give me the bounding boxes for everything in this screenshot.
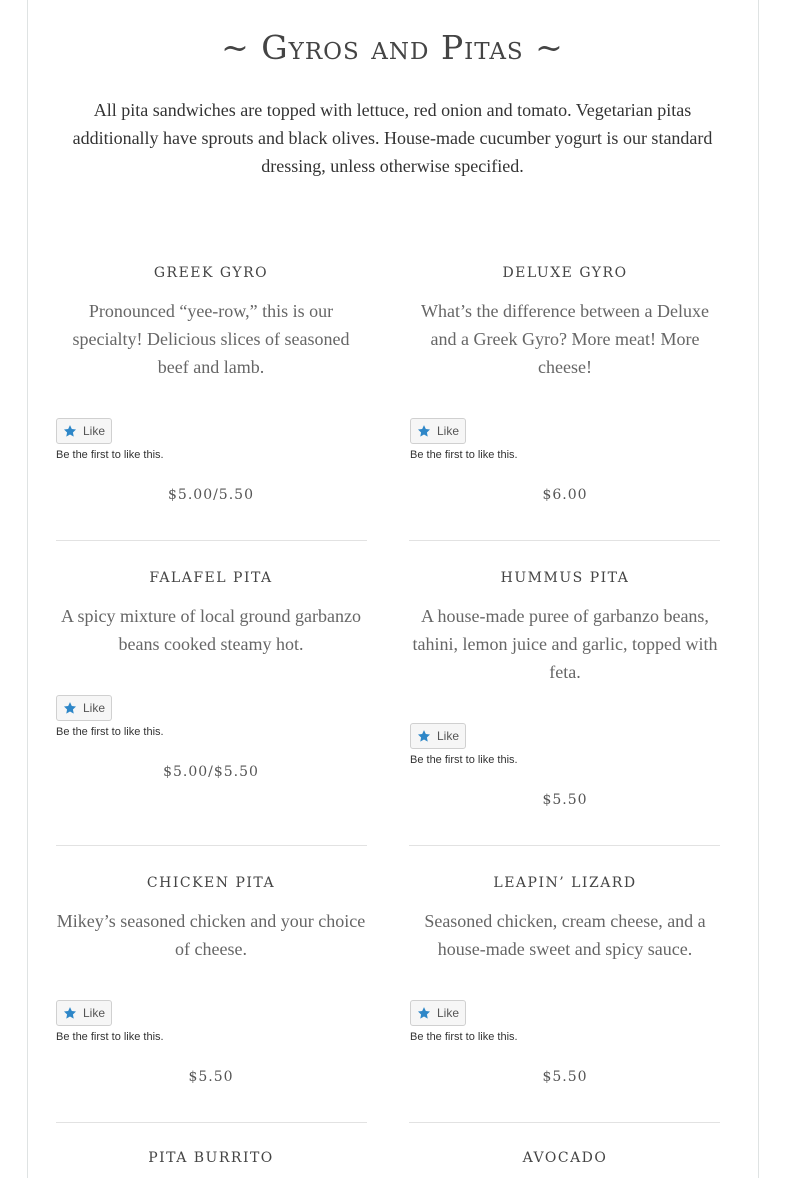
like-widget <box>410 723 720 766</box>
like-button[interactable] <box>56 1000 112 1026</box>
item-price: $5.00/5.50 <box>168 487 254 503</box>
like-button[interactable] <box>410 1000 466 1026</box>
item-divider <box>409 540 720 541</box>
item-name: GREEK GYRO <box>153 265 269 281</box>
menu-item-hummus-pita <box>410 570 720 808</box>
item-name: LEAPIN’ LIZARD <box>493 875 637 891</box>
item-name: FALAFEL PITA <box>149 570 273 586</box>
item-price: $5.00/$5.50 <box>163 764 259 780</box>
item-description: Seasoned chicken, cream cheese, and a house-made sweet and spicy sauce. <box>424 911 706 959</box>
item-price: $5.50 <box>188 1069 234 1085</box>
like-label: Like <box>437 424 460 438</box>
menu-item-deluxe-gyro <box>410 265 720 503</box>
menu-item-greek-gyro <box>56 265 366 503</box>
like-label: Like <box>437 729 460 743</box>
item-description: Pronounced “yee-row,” this is our specialty! Delicious slices of seasoned beef and lamb. <box>72 301 350 377</box>
item-divider <box>56 845 367 846</box>
like-button[interactable] <box>56 695 112 721</box>
item-description: A spicy mixture of local ground garbanzo beans cooked steamy hot. <box>61 606 361 654</box>
star-icon <box>417 1006 431 1020</box>
like-widget <box>56 1000 366 1043</box>
item-price: $5.50 <box>542 792 588 808</box>
like-note: Be the first to like this. <box>56 726 164 738</box>
menu-item-falafel-pita <box>56 570 366 780</box>
star-icon <box>63 701 77 715</box>
like-widget <box>410 1000 720 1043</box>
like-label: Like <box>83 1006 106 1020</box>
menu-item-leapin-lizard <box>410 875 720 1085</box>
like-button[interactable] <box>56 418 112 444</box>
item-divider <box>56 1122 367 1123</box>
like-note: Be the first to like this. <box>56 1031 164 1043</box>
star-icon <box>63 1006 77 1020</box>
star-icon <box>63 424 77 438</box>
like-widget <box>56 695 366 738</box>
like-note: Be the first to like this. <box>410 1031 518 1043</box>
like-widget <box>410 418 720 461</box>
item-price: $6.00 <box>542 487 588 503</box>
item-description: A house-made puree of garbanzo beans, tahini, lemon juice and garlic, topped with feta. <box>412 606 718 682</box>
like-note: Be the first to like this. <box>410 449 518 461</box>
item-name: PITA BURRITO <box>148 1150 274 1166</box>
like-note: Be the first to like this. <box>56 449 164 461</box>
item-name: HUMMUS PITA <box>500 570 630 586</box>
item-name: CHICKEN PITA <box>146 875 276 891</box>
like-widget <box>56 418 366 461</box>
item-name: AVOCADO <box>522 1150 608 1166</box>
item-description: What’s the difference between a Deluxe and a Greek Gyro? More meat! More cheese! <box>420 301 710 377</box>
item-price: $5.50 <box>542 1069 588 1085</box>
menu-item-chicken-pita <box>56 875 366 1085</box>
like-button[interactable] <box>410 723 466 749</box>
menu-item-avocado <box>410 1150 720 1166</box>
like-label: Like <box>437 1006 460 1020</box>
menu-item-pita-burrito <box>56 1150 366 1166</box>
star-icon <box>417 729 431 743</box>
like-button[interactable] <box>410 418 466 444</box>
star-icon <box>417 424 431 438</box>
section-title: ~ Gyros and Pitas ~ <box>221 28 564 67</box>
like-note: Be the first to like this. <box>410 754 518 766</box>
item-divider <box>56 540 367 541</box>
item-divider <box>409 845 720 846</box>
like-label: Like <box>83 701 106 715</box>
item-divider <box>409 1122 720 1123</box>
item-description: Mikey’s seasoned chicken and your choice of cheese. <box>56 911 366 959</box>
section-intro: All pita sandwiches are topped with lettuce, red onion and tomato. Vegetarian pitas additionally have sprouts and black olives. House-made cucumber yogurt is our standard dressing, unless otherwise specified. <box>72 100 713 176</box>
like-label: Like <box>83 424 106 438</box>
item-name: DELUXE GYRO <box>502 265 628 281</box>
